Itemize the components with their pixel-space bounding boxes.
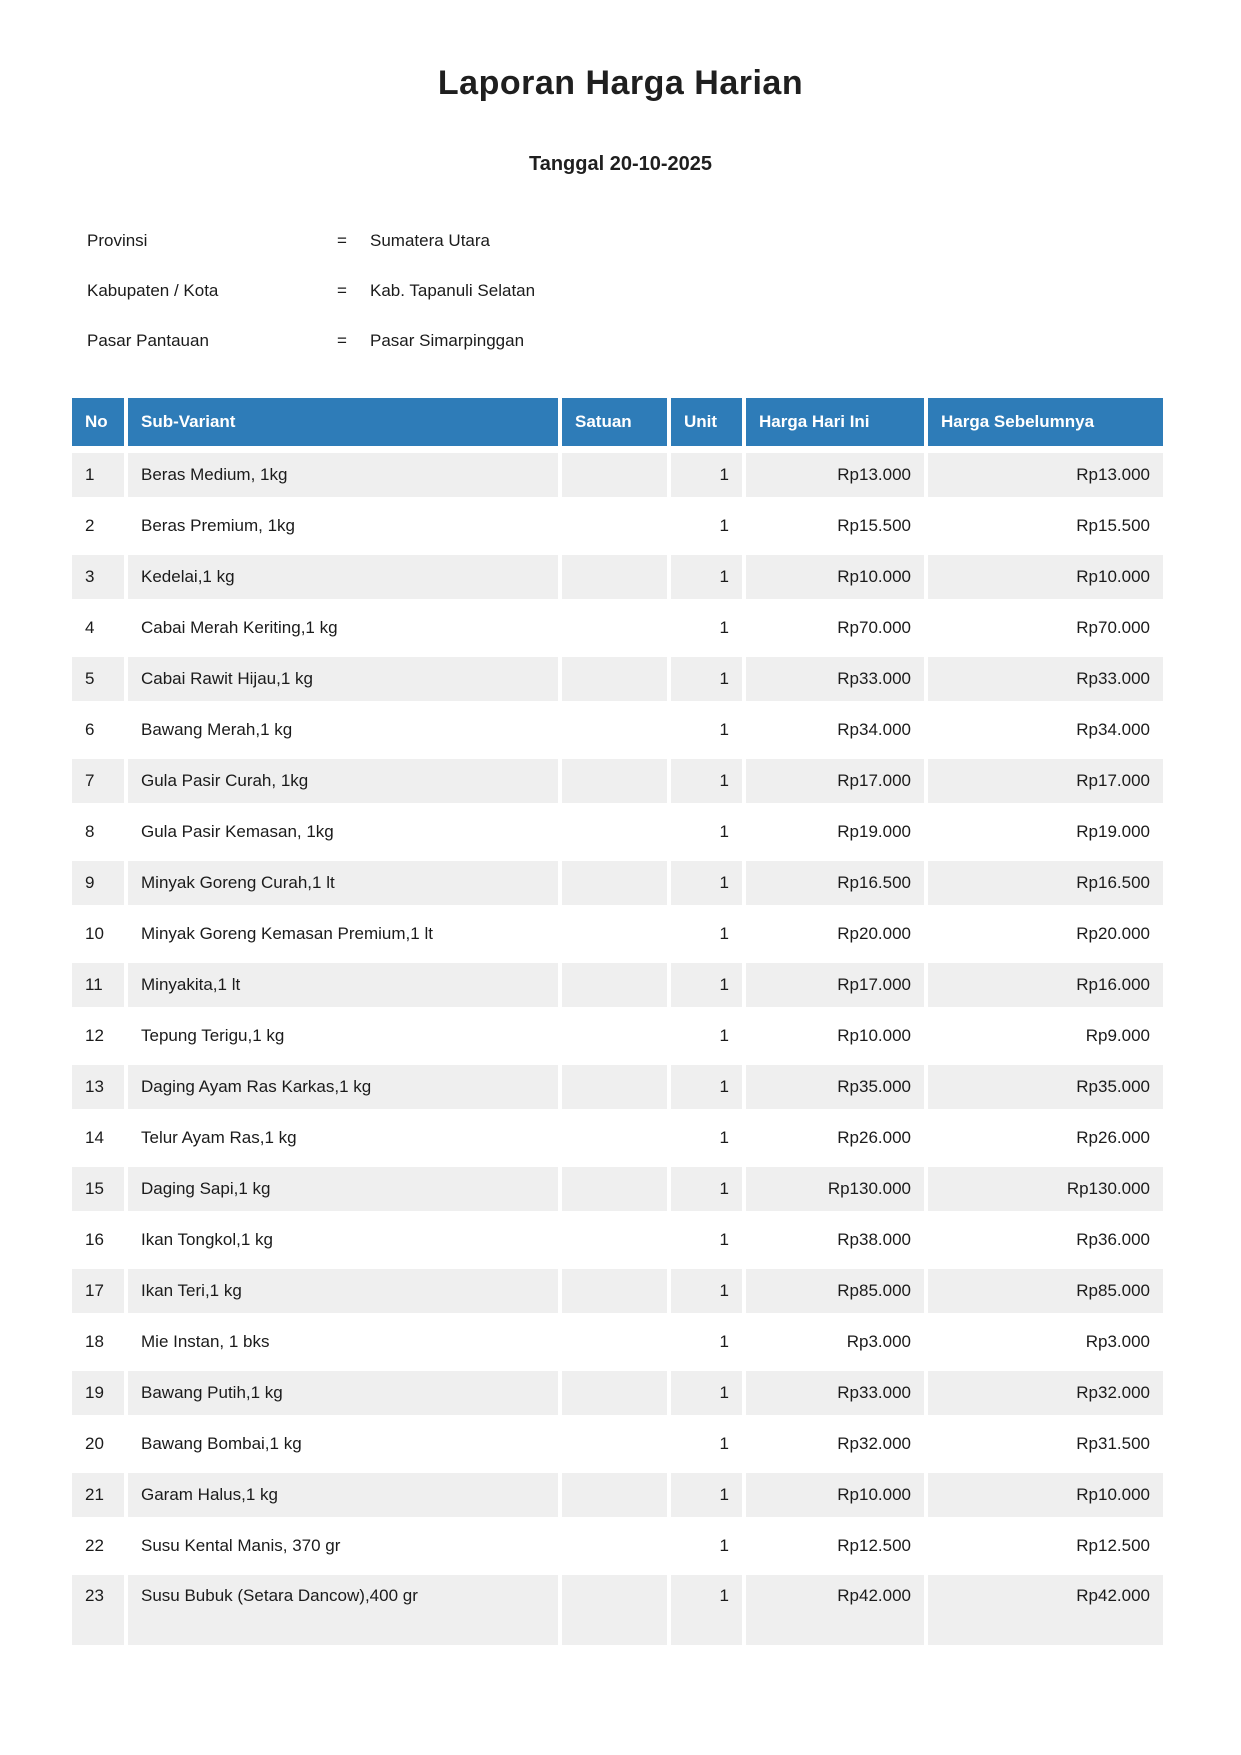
cell-harga-hari-ini: Rp34.000: [746, 708, 924, 752]
cell-unit: 1: [671, 504, 742, 548]
cell-sub-variant: Cabai Merah Keriting,1 kg: [128, 606, 558, 650]
cell-sub-variant: Minyakita,1 lt: [128, 963, 558, 1007]
cell-sub-variant: Minyak Goreng Curah,1 lt: [128, 861, 558, 905]
cell-harga-sebelumnya: Rp33.000: [928, 657, 1163, 701]
cell-satuan: [562, 1371, 667, 1415]
table-row: [72, 963, 1163, 1007]
table-row: [72, 708, 1163, 752]
column-header-unit: Unit: [671, 398, 742, 446]
cell-harga-hari-ini: Rp13.000: [746, 453, 924, 497]
cell-unit: 1: [671, 453, 742, 497]
cell-satuan: [562, 555, 667, 599]
cell-no: 5: [72, 657, 124, 701]
cell-harga-hari-ini: Rp42.000: [746, 1575, 924, 1645]
cell-satuan: [562, 1218, 667, 1262]
cell-harga-hari-ini: Rp33.000: [746, 1371, 924, 1415]
meta-label: Pasar Pantauan: [87, 331, 209, 350]
cell-harga-sebelumnya: Rp26.000: [928, 1116, 1163, 1160]
cell-no: 18: [72, 1320, 124, 1364]
cell-sub-variant: Daging Ayam Ras Karkas,1 kg: [128, 1065, 558, 1109]
cell-satuan: [562, 1116, 667, 1160]
cell-harga-hari-ini: Rp26.000: [746, 1116, 924, 1160]
cell-harga-sebelumnya: Rp20.000: [928, 912, 1163, 956]
cell-no: 6: [72, 708, 124, 752]
cell-harga-sebelumnya: Rp10.000: [928, 555, 1163, 599]
cell-no: 10: [72, 912, 124, 956]
cell-harga-sebelumnya: Rp35.000: [928, 1065, 1163, 1109]
cell-sub-variant: Bawang Bombai,1 kg: [128, 1422, 558, 1466]
table-row: [72, 1371, 1163, 1415]
cell-satuan: [562, 963, 667, 1007]
cell-no: 9: [72, 861, 124, 905]
cell-harga-sebelumnya: Rp15.500: [928, 504, 1163, 548]
cell-unit: 1: [671, 1371, 742, 1415]
cell-harga-hari-ini: Rp16.500: [746, 861, 924, 905]
table-row: [72, 861, 1163, 905]
table-row: [72, 657, 1163, 701]
table-row: [72, 1269, 1163, 1313]
table-row: [72, 759, 1163, 803]
cell-harga-sebelumnya: Rp19.000: [928, 810, 1163, 854]
cell-unit: 1: [671, 1065, 742, 1109]
cell-sub-variant: Ikan Tongkol,1 kg: [128, 1218, 558, 1262]
meta-value: Sumatera Utara: [370, 231, 490, 250]
price-table-body: [72, 453, 1163, 1645]
cell-satuan: [562, 504, 667, 548]
cell-no: 2: [72, 504, 124, 548]
cell-harga-sebelumnya: Rp17.000: [928, 759, 1163, 803]
cell-harga-hari-ini: Rp20.000: [746, 912, 924, 956]
cell-satuan: [562, 1167, 667, 1211]
table-row: [72, 1218, 1163, 1262]
cell-sub-variant: Gula Pasir Curah, 1kg: [128, 759, 558, 803]
cell-unit: 1: [671, 912, 742, 956]
cell-no: 11: [72, 963, 124, 1007]
cell-harga-sebelumnya: Rp42.000: [928, 1575, 1163, 1645]
cell-harga-hari-ini: Rp85.000: [746, 1269, 924, 1313]
table-row: [72, 1014, 1163, 1058]
cell-sub-variant: Ikan Teri,1 kg: [128, 1269, 558, 1313]
cell-harga-sebelumnya: Rp3.000: [928, 1320, 1163, 1364]
table-row: [72, 1524, 1163, 1568]
page-title: Laporan Harga Harian: [437, 64, 804, 102]
cell-no: 7: [72, 759, 124, 803]
cell-no: 13: [72, 1065, 124, 1109]
cell-unit: 1: [671, 1575, 742, 1645]
cell-satuan: [562, 912, 667, 956]
cell-satuan: [562, 759, 667, 803]
cell-satuan: [562, 453, 667, 497]
cell-satuan: [562, 1320, 667, 1364]
cell-no: 17: [72, 1269, 124, 1313]
cell-no: 15: [72, 1167, 124, 1211]
cell-satuan: [562, 708, 667, 752]
cell-harga-sebelumnya: Rp85.000: [928, 1269, 1163, 1313]
meta-block: [0, 231, 1241, 351]
table-row: [72, 1065, 1163, 1109]
cell-harga-sebelumnya: Rp9.000: [928, 1014, 1163, 1058]
cell-unit: 1: [671, 810, 742, 854]
cell-harga-sebelumnya: Rp13.000: [928, 453, 1163, 497]
meta-value: Kab. Tapanuli Selatan: [370, 281, 536, 300]
cell-sub-variant: Tepung Terigu,1 kg: [128, 1014, 558, 1058]
cell-harga-hari-ini: Rp17.000: [746, 759, 924, 803]
cell-unit: 1: [671, 555, 742, 599]
table-row: [72, 1473, 1163, 1517]
cell-unit: 1: [671, 657, 742, 701]
table-row: [72, 810, 1163, 854]
cell-harga-sebelumnya: Rp130.000: [928, 1167, 1163, 1211]
meta-row-provinsi: [87, 231, 1241, 251]
table-row: [72, 555, 1163, 599]
cell-sub-variant: Garam Halus,1 kg: [128, 1473, 558, 1517]
cell-harga-sebelumnya: Rp31.500: [928, 1422, 1163, 1466]
cell-unit: 1: [671, 1014, 742, 1058]
cell-satuan: [562, 606, 667, 650]
column-header-sub-variant: Sub-Variant: [128, 398, 558, 446]
price-table: [68, 391, 1167, 1652]
cell-unit: 1: [671, 606, 742, 650]
cell-sub-variant: Bawang Putih,1 kg: [128, 1371, 558, 1415]
table-row: [72, 912, 1163, 956]
meta-label: Provinsi: [87, 231, 148, 250]
cell-harga-hari-ini: Rp38.000: [746, 1218, 924, 1262]
cell-harga-hari-ini: Rp10.000: [746, 555, 924, 599]
meta-row-pasar: [87, 331, 1241, 351]
cell-sub-variant: Susu Bubuk (Setara Dancow),400 gr: [128, 1575, 558, 1645]
cell-harga-hari-ini: Rp35.000: [746, 1065, 924, 1109]
cell-no: 16: [72, 1218, 124, 1262]
cell-harga-sebelumnya: Rp32.000: [928, 1371, 1163, 1415]
cell-unit: 1: [671, 1473, 742, 1517]
table-row: [72, 1167, 1163, 1211]
meta-label: Kabupaten / Kota: [87, 281, 219, 300]
equals-sign: =: [337, 281, 347, 300]
cell-no: 8: [72, 810, 124, 854]
cell-harga-sebelumnya: Rp70.000: [928, 606, 1163, 650]
table-row: [72, 606, 1163, 650]
cell-satuan: [562, 1422, 667, 1466]
cell-harga-hari-ini: Rp10.000: [746, 1014, 924, 1058]
cell-no: 19: [72, 1371, 124, 1415]
cell-unit: 1: [671, 1524, 742, 1568]
cell-harga-sebelumnya: Rp12.500: [928, 1524, 1163, 1568]
cell-satuan: [562, 1524, 667, 1568]
equals-sign: =: [337, 331, 347, 350]
cell-sub-variant: Cabai Rawit Hijau,1 kg: [128, 657, 558, 701]
page-subtitle: Tanggal 20-10-2025: [528, 153, 713, 175]
cell-sub-variant: Mie Instan, 1 bks: [128, 1320, 558, 1364]
table-row: [72, 1422, 1163, 1466]
cell-harga-hari-ini: Rp12.500: [746, 1524, 924, 1568]
column-header-harga-sebelumnya: Harga Sebelumnya: [928, 398, 1163, 446]
cell-satuan: [562, 657, 667, 701]
cell-harga-hari-ini: Rp32.000: [746, 1422, 924, 1466]
cell-unit: 1: [671, 759, 742, 803]
cell-unit: 1: [671, 963, 742, 1007]
table-row: [72, 1116, 1163, 1160]
cell-harga-sebelumnya: Rp16.500: [928, 861, 1163, 905]
cell-no: 21: [72, 1473, 124, 1517]
table-row: [72, 504, 1163, 548]
cell-no: 14: [72, 1116, 124, 1160]
cell-no: 23: [72, 1575, 124, 1645]
cell-sub-variant: Minyak Goreng Kemasan Premium,1 lt: [128, 912, 558, 956]
cell-harga-hari-ini: Rp15.500: [746, 504, 924, 548]
cell-unit: 1: [671, 1422, 742, 1466]
cell-sub-variant: Gula Pasir Kemasan, 1kg: [128, 810, 558, 854]
cell-harga-sebelumnya: Rp36.000: [928, 1218, 1163, 1262]
cell-satuan: [562, 1473, 667, 1517]
cell-no: 20: [72, 1422, 124, 1466]
cell-unit: 1: [671, 1320, 742, 1364]
cell-unit: 1: [671, 1167, 742, 1211]
cell-sub-variant: Susu Kental Manis, 370 gr: [128, 1524, 558, 1568]
cell-harga-hari-ini: Rp17.000: [746, 963, 924, 1007]
cell-no: 3: [72, 555, 124, 599]
cell-harga-sebelumnya: Rp10.000: [928, 1473, 1163, 1517]
cell-unit: 1: [671, 1269, 742, 1313]
cell-harga-hari-ini: Rp33.000: [746, 657, 924, 701]
column-header-satuan: Satuan: [562, 398, 667, 446]
cell-harga-sebelumnya: Rp16.000: [928, 963, 1163, 1007]
cell-no: 1: [72, 453, 124, 497]
meta-row-kabupaten: [87, 281, 1241, 301]
cell-unit: 1: [671, 861, 742, 905]
cell-satuan: [562, 1269, 667, 1313]
cell-satuan: [562, 861, 667, 905]
column-header-harga-hari-ini: Harga Hari Ini: [746, 398, 924, 446]
cell-sub-variant: Beras Premium, 1kg: [128, 504, 558, 548]
table-row: [72, 1320, 1163, 1364]
cell-harga-hari-ini: Rp3.000: [746, 1320, 924, 1364]
cell-sub-variant: Telur Ayam Ras,1 kg: [128, 1116, 558, 1160]
cell-harga-sebelumnya: Rp34.000: [928, 708, 1163, 752]
cell-satuan: [562, 810, 667, 854]
equals-sign: =: [337, 231, 347, 250]
cell-harga-hari-ini: Rp70.000: [746, 606, 924, 650]
table-row: [72, 1575, 1163, 1645]
cell-unit: 1: [671, 708, 742, 752]
cell-satuan: [562, 1014, 667, 1058]
cell-harga-hari-ini: Rp10.000: [746, 1473, 924, 1517]
cell-no: 12: [72, 1014, 124, 1058]
cell-satuan: [562, 1065, 667, 1109]
cell-sub-variant: Beras Medium, 1kg: [128, 453, 558, 497]
cell-harga-hari-ini: Rp19.000: [746, 810, 924, 854]
table-row: [72, 453, 1163, 497]
cell-unit: 1: [671, 1218, 742, 1262]
cell-no: 22: [72, 1524, 124, 1568]
cell-harga-hari-ini: Rp130.000: [746, 1167, 924, 1211]
column-header-no: No: [72, 398, 124, 446]
cell-satuan: [562, 1575, 667, 1645]
cell-no: 4: [72, 606, 124, 650]
meta-value: Pasar Simarpinggan: [370, 331, 525, 350]
cell-sub-variant: Bawang Merah,1 kg: [128, 708, 558, 752]
cell-unit: 1: [671, 1116, 742, 1160]
table-header-row: [72, 398, 1163, 446]
cell-sub-variant: Daging Sapi,1 kg: [128, 1167, 558, 1211]
cell-sub-variant: Kedelai,1 kg: [128, 555, 558, 599]
